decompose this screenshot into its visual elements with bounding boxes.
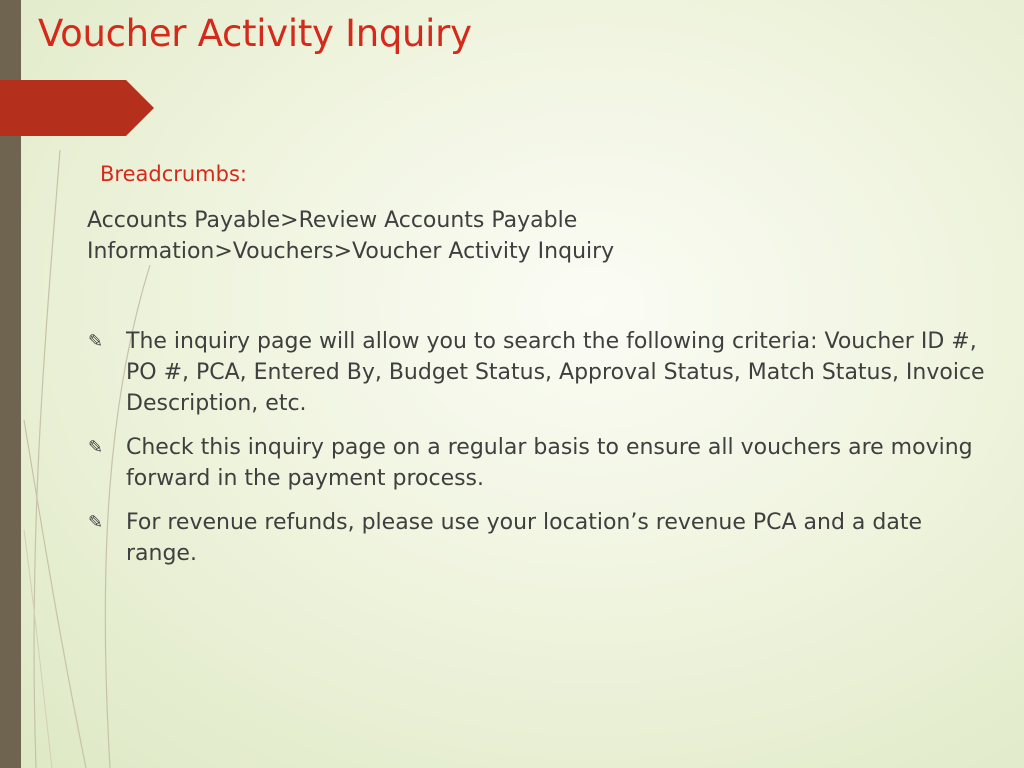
bullet-item bbox=[88, 432, 988, 494]
pencil-icon: ✎ bbox=[88, 437, 104, 458]
bullet-item bbox=[88, 507, 988, 569]
slide-title: Voucher Activity Inquiry bbox=[38, 12, 472, 55]
bullet-item bbox=[88, 326, 988, 419]
pencil-icon: ✎ bbox=[88, 331, 104, 352]
accent-arrow-shape bbox=[0, 80, 154, 136]
bullet-list bbox=[88, 326, 988, 582]
bullet-text: For revenue refunds, please use your location’s revenue PCA and a date range. bbox=[126, 510, 922, 566]
breadcrumbs-path: Accounts Payable>Review Accounts Payable Information>Vouchers>Voucher Activity Inquiry bbox=[87, 208, 615, 264]
breadcrumbs-label: Breadcrumbs: bbox=[100, 162, 247, 186]
bullet-text: The inquiry page will allow you to search the following criteria: Voucher ID #, PO #, PCA, Entered By, Budget Status, Approval Status, Match Status, Invoice Description, etc. bbox=[126, 329, 985, 416]
bullet-text: Check this inquiry page on a regular basis to ensure all vouchers are moving forward in the payment process. bbox=[126, 435, 973, 491]
pencil-icon: ✎ bbox=[88, 512, 104, 533]
